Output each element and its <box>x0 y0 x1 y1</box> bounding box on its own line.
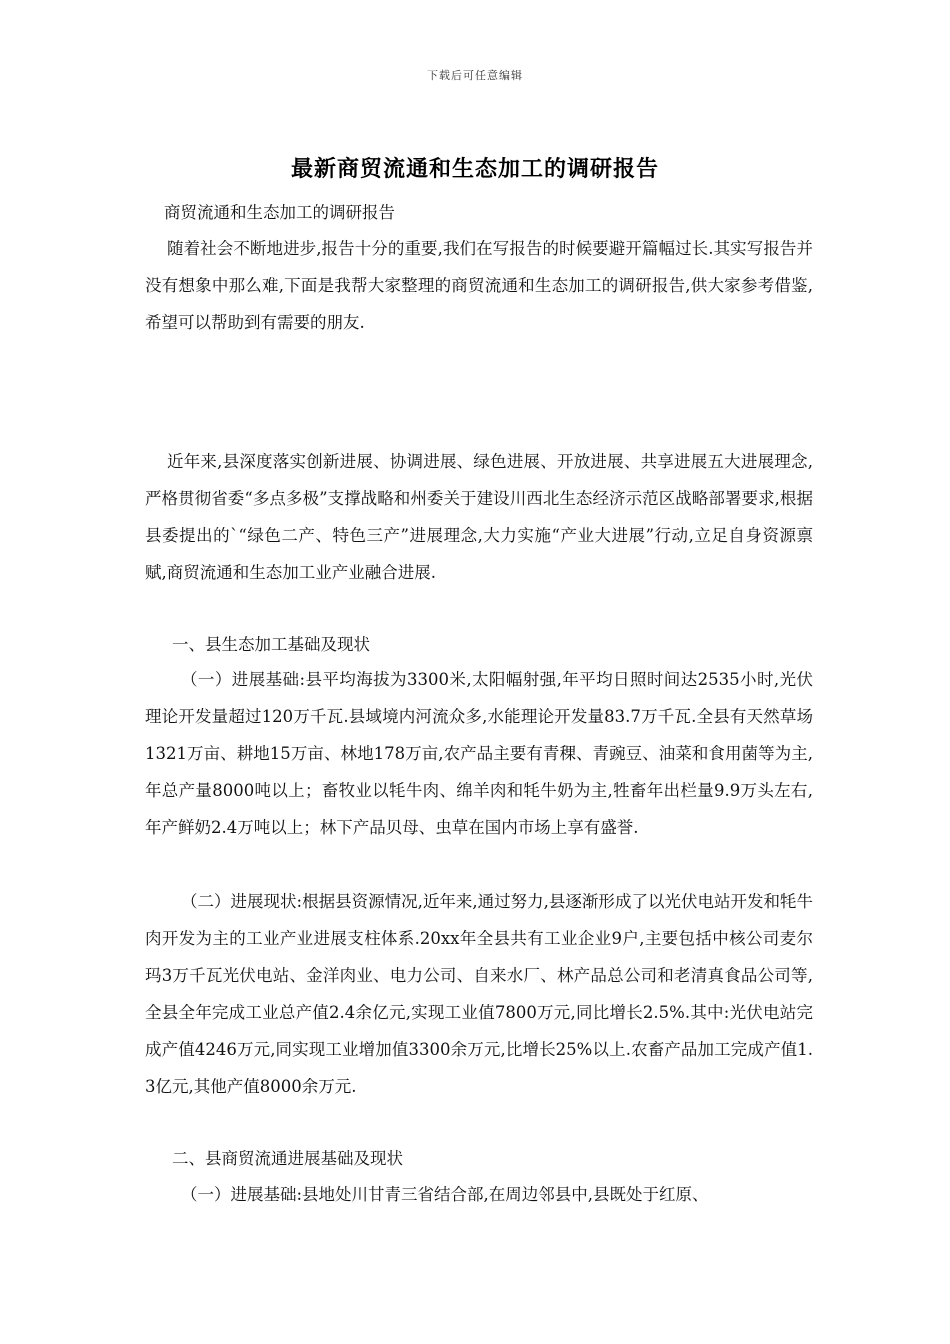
document-title: 最新商贸流通和生态加工的调研报告 <box>290 156 659 182</box>
body-paragraph-1: 近年来,县深度落实创新进展、协调进展、绿色进展、开放进展、共享进展五大进展理念,严格贯彻省委“多点多极”支撑战略和州委关于建设川西北生态经济示范区战略部署要求,根据县委提出的`“绿色二产、特色三产”进展理念,大力实施“产业大进展”行动,立足自身资源禀赋,商贸流通和生态加工业产业融合进展. <box>145 452 813 582</box>
body-paragraph-4: （一）进展基础:县地处川甘青三省结合部,在周边邻县中,县既处于红原、 <box>181 1185 709 1204</box>
section-heading-2: 二、县商贸流通进展基础及现状 <box>172 1149 403 1168</box>
body-paragraph-2: （一）进展基础:县平均海拔为3300米,太阳幅射强,年平均日照时间达2535小时,光伏理论开发量超过120万千瓦.县域境内河流众多,水能理论开发量83.7万千瓦.全县有天然草场1321万亩、耕地15万亩、林地178万亩,农产品主要有青稞、青豌豆、油菜和食用菌等为主,年总产量8000吨以上；畜牧业以牦牛肉、绵羊肉和牦牛奶为主,牲畜年出栏量9.9万头左右,年产鲜奶2.4万吨以上；林下产品贝母、虫草在国内市场上享有盛誉. <box>145 670 813 837</box>
document-subtitle: 商贸流通和生态加工的调研报告 <box>164 203 395 222</box>
intro-paragraph: 随着社会不断地进步,报告十分的重要,我们在写报告的时候要避开篇幅过长.其实写报告并没有想象中那么难,下面是我帮大家整理的商贸流通和生态加工的调研报告,供大家参考借鉴,希望可以帮助到有需要的朋友. <box>145 239 813 332</box>
section-heading-1: 一、县生态加工基础及现状 <box>172 635 370 654</box>
header-note: 下载后可任意编辑 <box>427 69 523 82</box>
body-paragraph-3: （二）进展现状:根据县资源情况,近年来,通过努力,县逐渐形成了以光伏电站开发和牦牛肉开发为主的工业产业进展支柱体系.20xx年全县共有工业企业9户,主要包括中核公司麦尔玛3万千瓦光伏电站、金洋肉业、电力公司、自来水厂、林产品总公司和老清真食品公司等,全县全年完成工业总产值2.4余亿元,实现工业值7800万元,同比增长2.5%.其中:光伏电站完成产值4246万元,同实现工业增加值3300余万元,比增长25%以上.农畜产品加工完成产值1.3亿元,其他产值8000余万元. <box>145 892 813 1096</box>
